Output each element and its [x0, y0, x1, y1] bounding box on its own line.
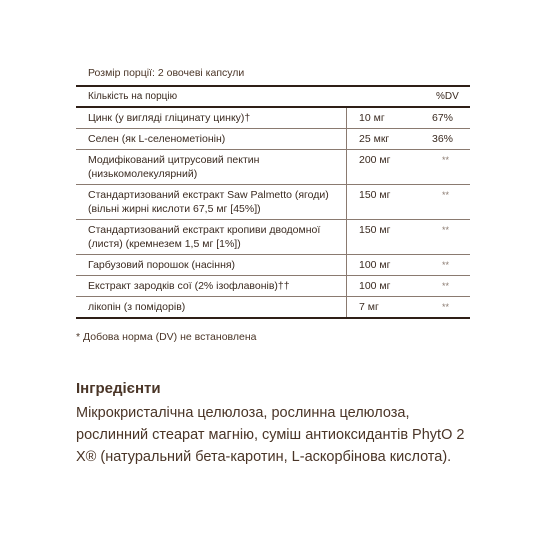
facts-row: [76, 108, 470, 129]
amount-per-serving-label: Кількість на порцію: [88, 91, 178, 102]
nutrient-amount: 10 мг: [346, 108, 430, 128]
facts-row: [76, 220, 470, 255]
nutrient-amount: 100 мг: [346, 255, 430, 275]
nutrient-name: Модифікований цитрусовий пектин (низькомолекулярний): [88, 154, 260, 180]
facts-table: [76, 85, 470, 319]
nutrient-name: Стандартизований екстракт кропиви дводомної (листя) (кремнезем 1,5 мг [1%]): [88, 224, 321, 250]
supplement-facts-panel: [76, 64, 470, 344]
nutrient-amount: 200 мг: [346, 150, 430, 184]
facts-header: [76, 87, 470, 108]
nutrient-dv: 36%: [432, 133, 454, 145]
nutrient-dv: **: [442, 281, 450, 291]
facts-row: [76, 255, 470, 276]
nutrient-dv: **: [442, 225, 450, 235]
facts-row: [76, 297, 470, 317]
nutrient-name: Екстракт зародків сої (2% ізофлавонів)††: [88, 280, 290, 292]
nutrient-name: Гарбузовий порошок (насіння): [88, 259, 236, 271]
nutrient-dv: **: [442, 155, 450, 165]
nutrient-name: лікопін (з помідорів): [88, 301, 186, 313]
facts-row: [76, 276, 470, 297]
nutrient-dv: **: [442, 190, 450, 200]
facts-row: [76, 185, 470, 220]
nutrient-name: Цинк (у вигляді гліцинату цинку)†: [88, 112, 251, 124]
ingredients-title: Інгредієнти: [76, 380, 161, 397]
facts-row: [76, 129, 470, 150]
facts-row: [76, 150, 470, 185]
nutrient-dv: 67%: [432, 112, 454, 124]
ingredients-text: Мікрокристалічна целюлоза, рослинна целюлоза, рослинний стеарат магнію, суміш антиоксидантів PhytO 2 X® (натуральний бета-каротин, L-аскорбінова кислота).: [76, 405, 465, 465]
nutrient-amount: 150 мг: [346, 220, 430, 254]
nutrient-name: Селен (як L-селенометіонін): [88, 133, 226, 145]
nutrient-amount: 100 мг: [346, 276, 430, 296]
nutrient-dv: **: [442, 302, 450, 312]
nutrient-dv: **: [442, 260, 450, 270]
serving-size: Розмір порції: 2 овочеві капсули: [88, 67, 245, 79]
nutrient-amount: 25 мкг: [346, 129, 430, 149]
dv-footnote: * Добова норма (DV) не встановлена: [76, 331, 257, 343]
dv-header-label: %DV: [436, 91, 459, 102]
nutrient-amount: 150 мг: [346, 185, 430, 219]
facts-rows: [76, 108, 470, 317]
nutrient-name: Стандартизований екстракт Saw Palmetto (ягоди) (вільні жирні кислоти 67,5 мг [45%]): [88, 189, 329, 215]
nutrient-amount: 7 мг: [346, 297, 430, 317]
